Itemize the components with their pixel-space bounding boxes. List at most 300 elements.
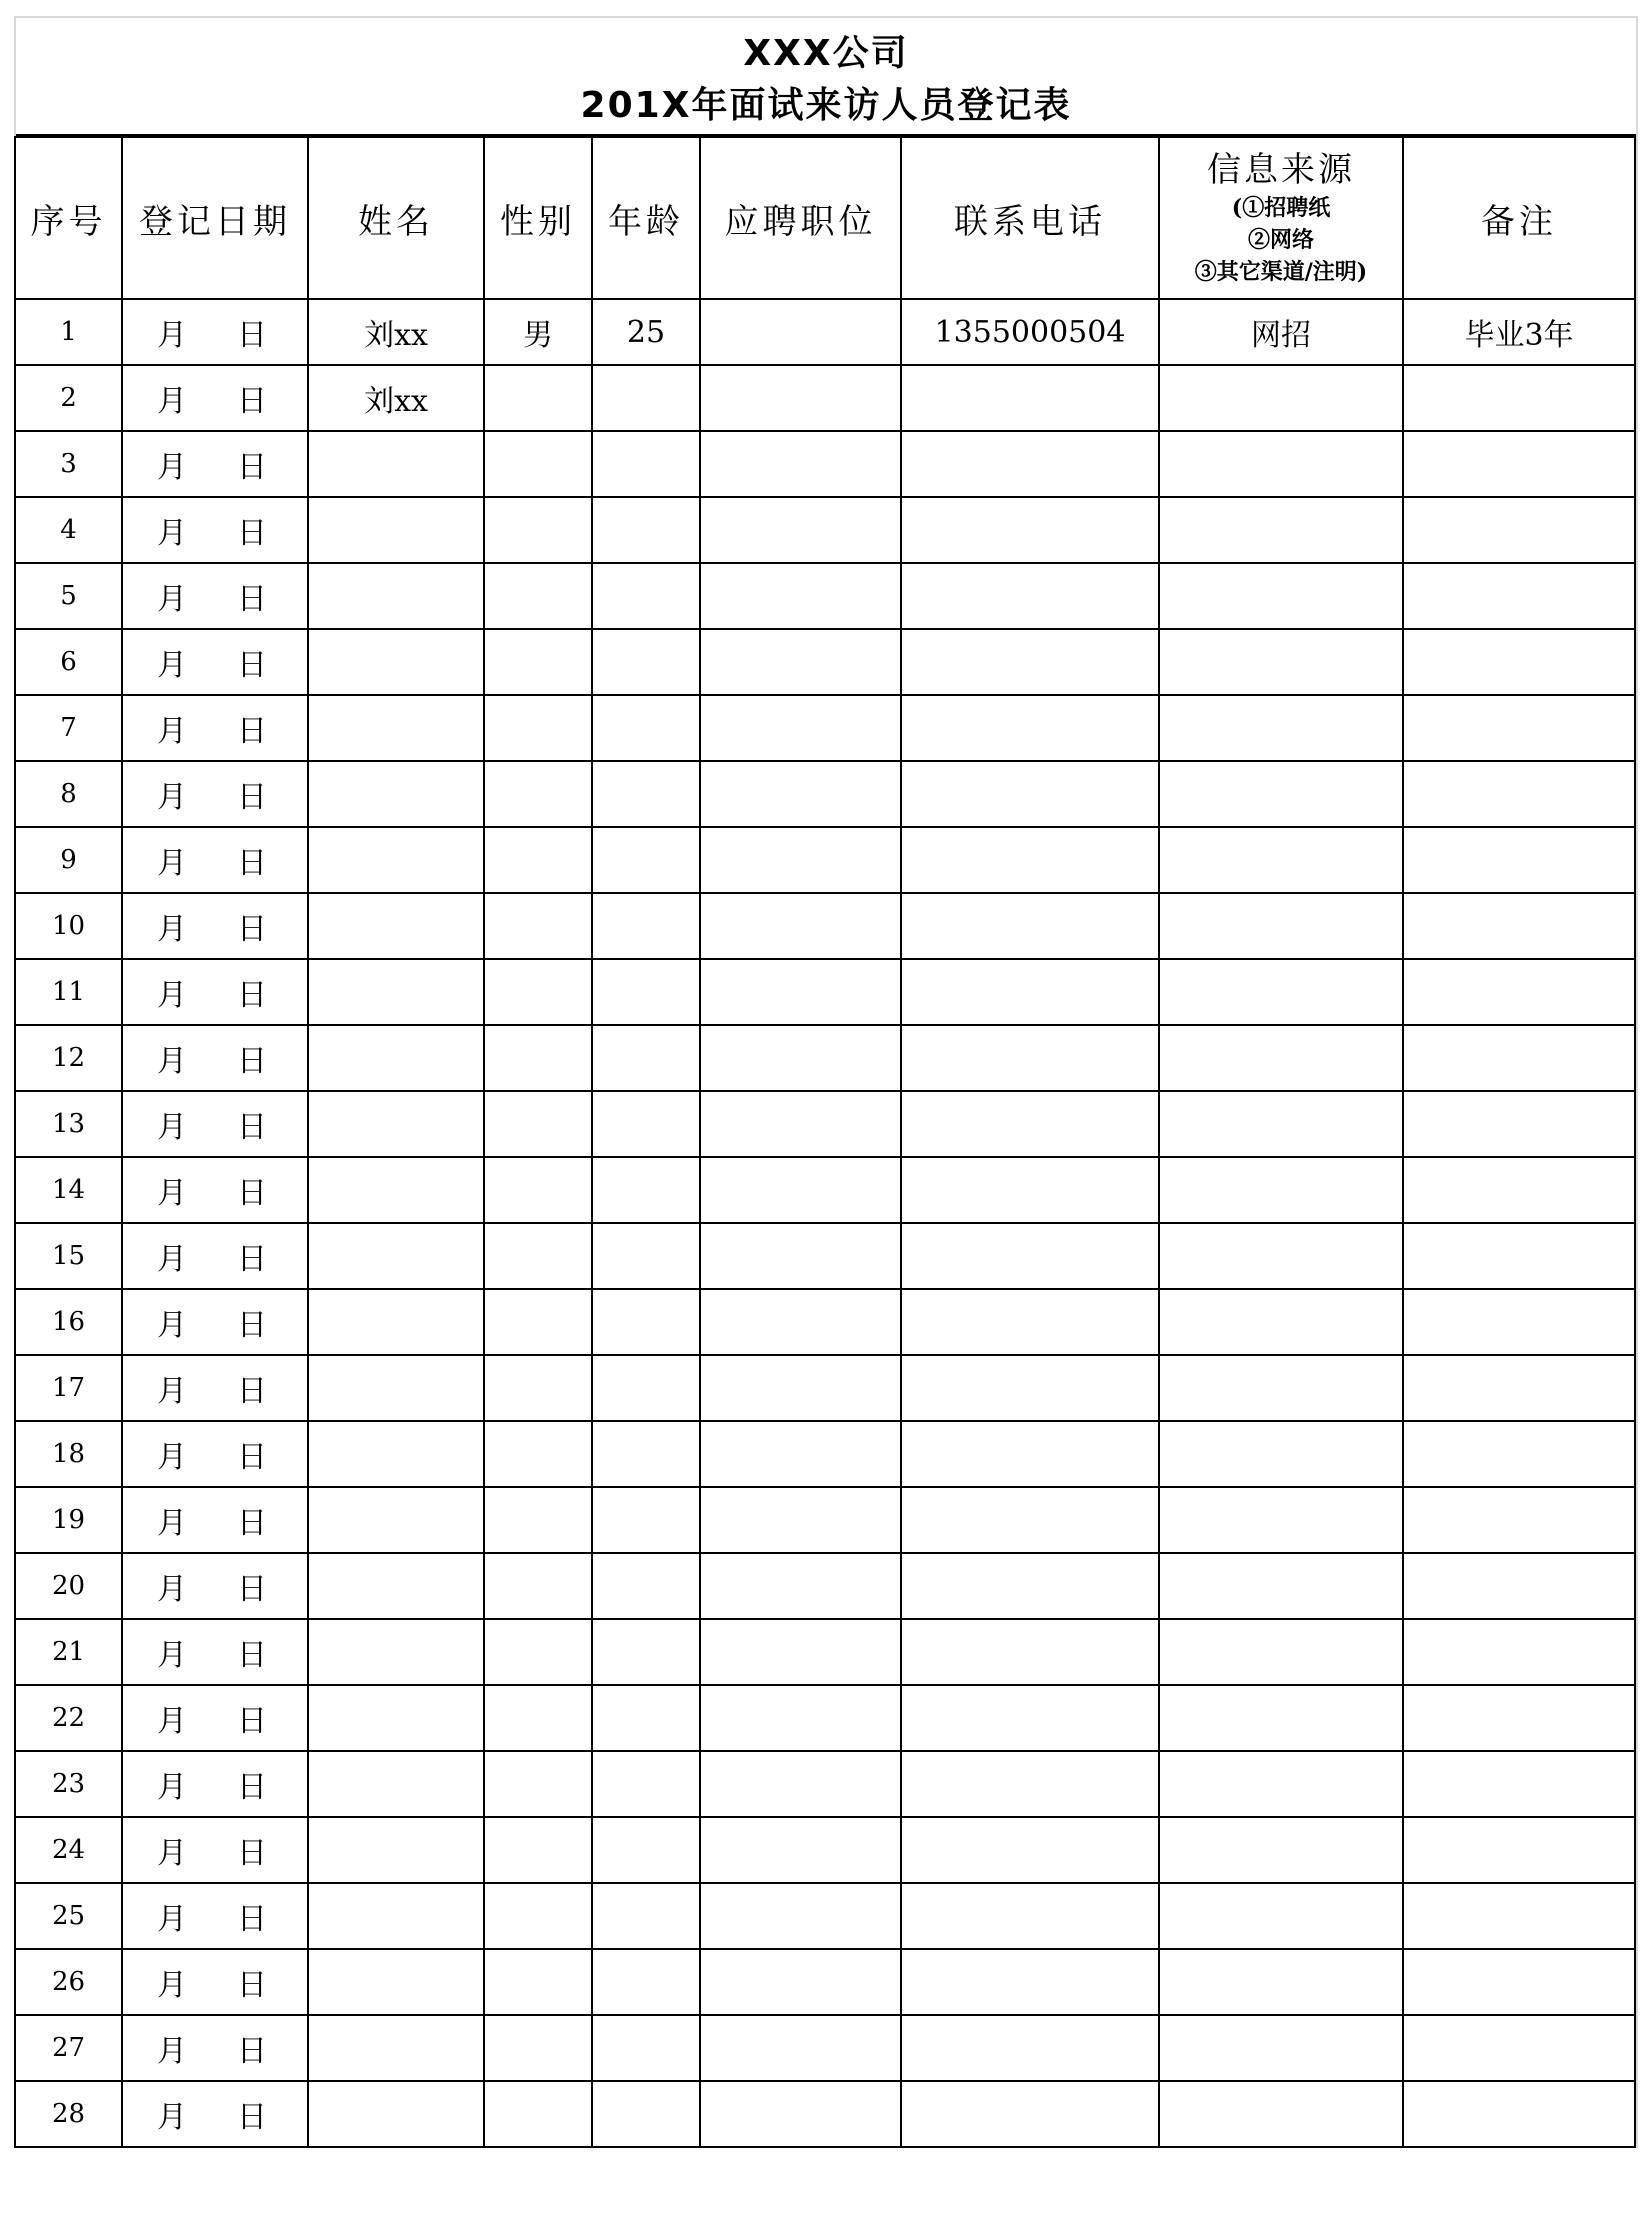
phone-cell[interactable] xyxy=(901,695,1159,761)
date-cell[interactable] xyxy=(122,1157,308,1223)
day-label: 日 xyxy=(237,1902,267,1937)
gender-cell[interactable] xyxy=(484,827,592,893)
name-cell[interactable] xyxy=(308,959,484,1025)
table-row xyxy=(15,1091,1635,1157)
remark-cell[interactable] xyxy=(1403,1817,1635,1883)
remark-cell[interactable] xyxy=(1403,893,1635,959)
remark-cell[interactable]: 毕业3年 xyxy=(1403,299,1635,365)
table-row xyxy=(15,1619,1635,1685)
gender-cell[interactable] xyxy=(484,959,592,1025)
remark-cell[interactable] xyxy=(1403,431,1635,497)
position-cell[interactable] xyxy=(700,431,901,497)
source-cell[interactable] xyxy=(1159,695,1403,761)
visitor-register-table xyxy=(14,136,1636,2148)
month-label: 月 xyxy=(157,1176,187,1211)
name-cell[interactable] xyxy=(308,563,484,629)
age-cell[interactable] xyxy=(592,761,700,827)
gender-cell[interactable] xyxy=(484,629,592,695)
source-cell[interactable] xyxy=(1159,827,1403,893)
day-label: 日 xyxy=(237,1242,267,1277)
name-cell[interactable] xyxy=(308,1553,484,1619)
age-cell[interactable] xyxy=(592,497,700,563)
position-cell[interactable] xyxy=(700,1553,901,1619)
source-cell[interactable] xyxy=(1159,1025,1403,1091)
age-cell[interactable] xyxy=(592,1091,700,1157)
name-cell[interactable] xyxy=(308,1487,484,1553)
age-cell[interactable] xyxy=(592,893,700,959)
table-row xyxy=(15,2081,1635,2147)
header-source-note-2: ②网络 xyxy=(1247,227,1314,253)
month-label: 月 xyxy=(157,846,187,881)
name-cell[interactable] xyxy=(308,1091,484,1157)
name-cell[interactable] xyxy=(308,1949,484,2015)
phone-cell[interactable] xyxy=(901,1619,1159,1685)
date-cell[interactable] xyxy=(122,299,308,365)
position-cell[interactable] xyxy=(700,1223,901,1289)
position-cell[interactable] xyxy=(700,1949,901,2015)
date-cell[interactable] xyxy=(122,1355,308,1421)
gender-cell[interactable] xyxy=(484,497,592,563)
name-cell[interactable] xyxy=(308,497,484,563)
age-cell[interactable] xyxy=(592,1751,700,1817)
gender-cell[interactable] xyxy=(484,1949,592,2015)
date-cell[interactable] xyxy=(122,365,308,431)
gender-cell[interactable] xyxy=(484,695,592,761)
seq-cell: 5 xyxy=(15,563,122,629)
age-cell[interactable] xyxy=(592,827,700,893)
position-cell[interactable] xyxy=(700,1685,901,1751)
age-cell[interactable] xyxy=(592,1817,700,1883)
date-cell[interactable] xyxy=(122,1883,308,1949)
gender-cell[interactable] xyxy=(484,1355,592,1421)
remark-cell[interactable] xyxy=(1403,1685,1635,1751)
date-cell[interactable] xyxy=(122,2081,308,2147)
source-cell[interactable] xyxy=(1159,1817,1403,1883)
phone-cell[interactable] xyxy=(901,827,1159,893)
phone-cell[interactable] xyxy=(901,893,1159,959)
phone-cell[interactable] xyxy=(901,365,1159,431)
header-row xyxy=(15,137,1635,299)
month-label: 月 xyxy=(157,1440,187,1475)
source-cell[interactable] xyxy=(1159,959,1403,1025)
phone-cell[interactable] xyxy=(901,1817,1159,1883)
age-cell[interactable] xyxy=(592,1421,700,1487)
phone-cell[interactable] xyxy=(901,1751,1159,1817)
name-cell[interactable] xyxy=(308,1157,484,1223)
date-cell[interactable] xyxy=(122,1421,308,1487)
source-cell[interactable] xyxy=(1159,1289,1403,1355)
date-cell[interactable] xyxy=(122,1553,308,1619)
remark-cell[interactable] xyxy=(1403,695,1635,761)
age-cell[interactable] xyxy=(592,1883,700,1949)
seq-cell: 9 xyxy=(15,827,122,893)
position-cell[interactable] xyxy=(700,1157,901,1223)
seq-cell: 10 xyxy=(15,893,122,959)
position-cell[interactable] xyxy=(700,2015,901,2081)
date-cell[interactable] xyxy=(122,563,308,629)
position-cell[interactable] xyxy=(700,1421,901,1487)
source-cell[interactable] xyxy=(1159,1091,1403,1157)
position-cell[interactable] xyxy=(700,1091,901,1157)
name-cell[interactable] xyxy=(308,2015,484,2081)
date-cell[interactable] xyxy=(122,1289,308,1355)
source-cell[interactable] xyxy=(1159,893,1403,959)
month-label: 月 xyxy=(157,648,187,683)
gender-cell[interactable] xyxy=(484,1157,592,1223)
source-cell[interactable] xyxy=(1159,1685,1403,1751)
position-cell[interactable] xyxy=(700,365,901,431)
seq-cell: 24 xyxy=(15,1817,122,1883)
name-cell[interactable]: 刘xx xyxy=(308,299,484,365)
remark-cell[interactable] xyxy=(1403,1949,1635,2015)
source-cell[interactable] xyxy=(1159,1421,1403,1487)
seq-cell: 3 xyxy=(15,431,122,497)
age-cell[interactable] xyxy=(592,1025,700,1091)
date-cell[interactable] xyxy=(122,893,308,959)
source-cell[interactable] xyxy=(1159,431,1403,497)
remark-cell[interactable] xyxy=(1403,1091,1635,1157)
phone-cell[interactable] xyxy=(901,1289,1159,1355)
phone-cell[interactable] xyxy=(901,1553,1159,1619)
day-label: 日 xyxy=(237,1176,267,1211)
age-cell[interactable] xyxy=(592,365,700,431)
name-cell[interactable] xyxy=(308,1817,484,1883)
table-row xyxy=(15,431,1635,497)
table-row xyxy=(15,563,1635,629)
name-cell[interactable] xyxy=(308,761,484,827)
remark-cell[interactable] xyxy=(1403,1421,1635,1487)
month-label: 月 xyxy=(157,516,187,551)
name-cell[interactable] xyxy=(308,1025,484,1091)
age-cell[interactable] xyxy=(592,1487,700,1553)
gender-cell[interactable] xyxy=(484,1553,592,1619)
day-label: 日 xyxy=(237,648,267,683)
seq-cell: 19 xyxy=(15,1487,122,1553)
source-cell[interactable] xyxy=(1159,1487,1403,1553)
date-cell[interactable] xyxy=(122,1025,308,1091)
position-cell[interactable] xyxy=(700,1751,901,1817)
day-label: 日 xyxy=(237,318,267,353)
date-cell[interactable] xyxy=(122,1487,308,1553)
month-label: 月 xyxy=(157,1506,187,1541)
age-cell[interactable] xyxy=(592,1157,700,1223)
position-cell[interactable] xyxy=(700,563,901,629)
position-cell[interactable] xyxy=(700,1289,901,1355)
position-cell[interactable] xyxy=(700,299,901,365)
remark-cell[interactable] xyxy=(1403,563,1635,629)
form-title: 201X年面试来访人员登记表 xyxy=(580,85,1072,126)
age-cell[interactable] xyxy=(592,629,700,695)
name-cell[interactable] xyxy=(308,1619,484,1685)
name-cell[interactable] xyxy=(308,2081,484,2147)
remark-cell[interactable] xyxy=(1403,2081,1635,2147)
remark-cell[interactable] xyxy=(1403,1883,1635,1949)
gender-cell[interactable] xyxy=(484,1619,592,1685)
day-label: 日 xyxy=(237,1770,267,1805)
gender-cell[interactable] xyxy=(484,1817,592,1883)
phone-cell[interactable] xyxy=(901,431,1159,497)
table-row xyxy=(15,1685,1635,1751)
phone-cell[interactable] xyxy=(901,2015,1159,2081)
remark-cell[interactable] xyxy=(1403,827,1635,893)
date-cell[interactable] xyxy=(122,1949,308,2015)
gender-cell[interactable] xyxy=(484,893,592,959)
gender-cell[interactable] xyxy=(484,761,592,827)
remark-cell[interactable] xyxy=(1403,1289,1635,1355)
month-label: 月 xyxy=(157,1704,187,1739)
name-cell[interactable] xyxy=(308,893,484,959)
age-cell[interactable] xyxy=(592,563,700,629)
age-cell[interactable] xyxy=(592,959,700,1025)
gender-cell[interactable] xyxy=(484,1421,592,1487)
name-cell[interactable] xyxy=(308,431,484,497)
gender-cell[interactable] xyxy=(484,2015,592,2081)
age-cell[interactable] xyxy=(592,2081,700,2147)
seq-cell: 23 xyxy=(15,1751,122,1817)
name-cell[interactable] xyxy=(308,1685,484,1751)
table-row xyxy=(15,761,1635,827)
date-cell[interactable] xyxy=(122,629,308,695)
position-cell[interactable] xyxy=(700,695,901,761)
phone-cell[interactable] xyxy=(901,1421,1159,1487)
remark-cell[interactable] xyxy=(1403,497,1635,563)
phone-cell[interactable] xyxy=(901,1091,1159,1157)
gender-cell[interactable] xyxy=(484,1883,592,1949)
age-cell[interactable] xyxy=(592,1949,700,2015)
position-cell[interactable] xyxy=(700,1883,901,1949)
position-cell[interactable] xyxy=(700,1487,901,1553)
source-cell[interactable] xyxy=(1159,2015,1403,2081)
source-cell[interactable] xyxy=(1159,1553,1403,1619)
gender-cell[interactable] xyxy=(484,1025,592,1091)
seq-cell: 28 xyxy=(15,2081,122,2147)
source-cell[interactable] xyxy=(1159,1751,1403,1817)
seq-cell: 25 xyxy=(15,1883,122,1949)
position-cell[interactable] xyxy=(700,1817,901,1883)
month-label: 月 xyxy=(157,714,187,749)
month-label: 月 xyxy=(157,384,187,419)
gender-cell[interactable] xyxy=(484,431,592,497)
age-cell[interactable] xyxy=(592,1289,700,1355)
source-cell[interactable]: 网招 xyxy=(1159,299,1403,365)
age-cell[interactable] xyxy=(592,1685,700,1751)
table-row xyxy=(15,1751,1635,1817)
remark-cell[interactable] xyxy=(1403,2015,1635,2081)
month-label: 月 xyxy=(157,450,187,485)
day-label: 日 xyxy=(237,1638,267,1673)
position-cell[interactable] xyxy=(700,1355,901,1421)
date-cell[interactable] xyxy=(122,827,308,893)
position-cell[interactable] xyxy=(700,827,901,893)
position-cell[interactable] xyxy=(700,959,901,1025)
source-cell[interactable] xyxy=(1159,1619,1403,1685)
date-cell[interactable] xyxy=(122,695,308,761)
age-cell[interactable] xyxy=(592,431,700,497)
seq-cell: 12 xyxy=(15,1025,122,1091)
seq-cell: 20 xyxy=(15,1553,122,1619)
source-cell[interactable] xyxy=(1159,1883,1403,1949)
source-cell[interactable] xyxy=(1159,1355,1403,1421)
day-label: 日 xyxy=(237,846,267,881)
phone-cell[interactable] xyxy=(901,563,1159,629)
remark-cell[interactable] xyxy=(1403,959,1635,1025)
age-cell[interactable] xyxy=(592,1619,700,1685)
day-label: 日 xyxy=(237,450,267,485)
age-cell[interactable]: 25 xyxy=(592,299,700,365)
remark-cell[interactable] xyxy=(1403,1553,1635,1619)
gender-cell[interactable] xyxy=(484,1487,592,1553)
remark-cell[interactable] xyxy=(1403,1223,1635,1289)
seq-cell: 14 xyxy=(15,1157,122,1223)
source-cell[interactable] xyxy=(1159,761,1403,827)
remark-cell[interactable] xyxy=(1403,365,1635,431)
day-label: 日 xyxy=(237,1044,267,1079)
header-gender: 性别 xyxy=(484,137,592,299)
name-cell[interactable] xyxy=(308,1223,484,1289)
phone-cell[interactable] xyxy=(901,1883,1159,1949)
gender-cell[interactable] xyxy=(484,1289,592,1355)
phone-cell[interactable] xyxy=(901,1025,1159,1091)
gender-cell[interactable] xyxy=(484,365,592,431)
date-cell[interactable] xyxy=(122,1091,308,1157)
phone-cell[interactable] xyxy=(901,629,1159,695)
remark-cell[interactable] xyxy=(1403,761,1635,827)
gender-cell[interactable] xyxy=(484,1685,592,1751)
date-cell[interactable] xyxy=(122,1223,308,1289)
month-label: 月 xyxy=(157,1308,187,1343)
name-cell[interactable] xyxy=(308,1289,484,1355)
day-label: 日 xyxy=(237,1704,267,1739)
table-row xyxy=(15,2015,1635,2081)
remark-cell[interactable] xyxy=(1403,1751,1635,1817)
date-cell[interactable] xyxy=(122,1685,308,1751)
table-row xyxy=(15,1289,1635,1355)
date-cell[interactable] xyxy=(122,761,308,827)
table-row xyxy=(15,1817,1635,1883)
source-cell[interactable] xyxy=(1159,1949,1403,2015)
date-cell[interactable] xyxy=(122,1817,308,1883)
phone-cell[interactable] xyxy=(901,1157,1159,1223)
seq-cell: 22 xyxy=(15,1685,122,1751)
position-cell[interactable] xyxy=(700,761,901,827)
date-cell[interactable] xyxy=(122,1619,308,1685)
position-cell[interactable] xyxy=(700,497,901,563)
gender-cell[interactable] xyxy=(484,1091,592,1157)
name-cell[interactable] xyxy=(308,827,484,893)
table-row xyxy=(15,365,1635,431)
age-cell[interactable] xyxy=(592,1223,700,1289)
table-row xyxy=(15,959,1635,1025)
phone-cell[interactable] xyxy=(901,959,1159,1025)
name-cell[interactable]: 刘xx xyxy=(308,365,484,431)
phone-cell[interactable] xyxy=(901,1487,1159,1553)
phone-cell[interactable] xyxy=(901,1949,1159,2015)
phone-cell[interactable] xyxy=(901,1223,1159,1289)
position-cell[interactable] xyxy=(700,1619,901,1685)
form-title-block xyxy=(16,18,1636,136)
source-cell[interactable] xyxy=(1159,1157,1403,1223)
age-cell[interactable] xyxy=(592,2015,700,2081)
date-cell[interactable] xyxy=(122,497,308,563)
age-cell[interactable] xyxy=(592,695,700,761)
day-label: 日 xyxy=(237,714,267,749)
company-title: XXX公司 xyxy=(743,33,909,74)
source-cell[interactable] xyxy=(1159,1223,1403,1289)
remark-cell[interactable] xyxy=(1403,1619,1635,1685)
date-cell[interactable] xyxy=(122,2015,308,2081)
month-label: 月 xyxy=(157,1242,187,1277)
name-cell[interactable] xyxy=(308,695,484,761)
day-label: 日 xyxy=(237,1374,267,1409)
header-date: 登记日期 xyxy=(122,137,308,299)
gender-cell[interactable] xyxy=(484,1223,592,1289)
phone-cell[interactable] xyxy=(901,761,1159,827)
register-body xyxy=(15,299,1635,2147)
day-label: 日 xyxy=(237,1968,267,2003)
source-cell[interactable] xyxy=(1159,2081,1403,2147)
table-row xyxy=(15,695,1635,761)
table-row xyxy=(15,299,1635,365)
header-seq: 序号 xyxy=(15,137,122,299)
position-cell[interactable] xyxy=(700,1025,901,1091)
header-source-title: 信息来源 xyxy=(1207,150,1355,190)
phone-cell[interactable] xyxy=(901,2081,1159,2147)
date-cell[interactable] xyxy=(122,1751,308,1817)
phone-cell[interactable]: 1355000504 xyxy=(901,299,1159,365)
gender-cell[interactable] xyxy=(484,563,592,629)
day-label: 日 xyxy=(237,1308,267,1343)
source-cell[interactable] xyxy=(1159,629,1403,695)
age-cell[interactable] xyxy=(592,1355,700,1421)
name-cell[interactable] xyxy=(308,1751,484,1817)
phone-cell[interactable] xyxy=(901,1355,1159,1421)
day-label: 日 xyxy=(237,516,267,551)
month-label: 月 xyxy=(157,582,187,617)
source-cell[interactable] xyxy=(1159,497,1403,563)
month-label: 月 xyxy=(157,912,187,947)
name-cell[interactable] xyxy=(308,1355,484,1421)
remark-cell[interactable] xyxy=(1403,1487,1635,1553)
seq-cell: 15 xyxy=(15,1223,122,1289)
day-label: 日 xyxy=(237,2100,267,2135)
seq-cell: 6 xyxy=(15,629,122,695)
gender-cell[interactable] xyxy=(484,2081,592,2147)
phone-cell[interactable] xyxy=(901,1685,1159,1751)
date-cell[interactable] xyxy=(122,959,308,1025)
name-cell[interactable] xyxy=(308,1421,484,1487)
table-row xyxy=(15,1025,1635,1091)
age-cell[interactable] xyxy=(592,1553,700,1619)
source-cell[interactable] xyxy=(1159,365,1403,431)
header-position: 应聘职位 xyxy=(700,137,901,299)
source-cell[interactable] xyxy=(1159,563,1403,629)
remark-cell[interactable] xyxy=(1403,1025,1635,1091)
gender-cell[interactable]: 男 xyxy=(484,299,592,365)
phone-cell[interactable] xyxy=(901,497,1159,563)
position-cell[interactable] xyxy=(700,893,901,959)
position-cell[interactable] xyxy=(700,2081,901,2147)
position-cell[interactable] xyxy=(700,629,901,695)
seq-cell: 11 xyxy=(15,959,122,1025)
gender-cell[interactable] xyxy=(484,1751,592,1817)
date-cell[interactable] xyxy=(122,431,308,497)
remark-cell[interactable] xyxy=(1403,629,1635,695)
name-cell[interactable] xyxy=(308,629,484,695)
remark-cell[interactable] xyxy=(1403,1157,1635,1223)
table-row xyxy=(15,1421,1635,1487)
remark-cell[interactable] xyxy=(1403,1355,1635,1421)
name-cell[interactable] xyxy=(308,1883,484,1949)
